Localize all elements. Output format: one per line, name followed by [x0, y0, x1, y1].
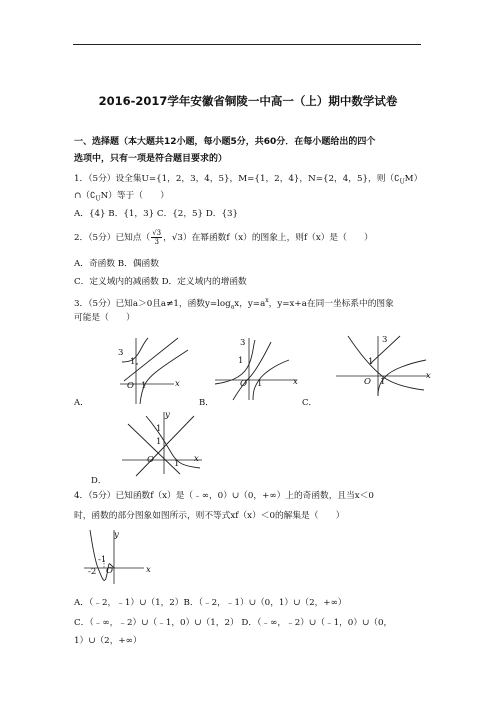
q3-graph-d-y-label: y	[165, 410, 170, 420]
q4-option-ab: A．（﹣2，﹣1）∪（1，2）B．（﹣2，﹣1）∪（0，1）∪（2，+∞）	[74, 598, 347, 608]
q3-graph-a-one-y: 1	[130, 357, 136, 367]
q3-graph-d-one-b: 1	[156, 437, 162, 447]
q3-option-b-label: B．	[199, 398, 214, 408]
q3-line-1: 3．（5分）已知a＞0且a≠1，函数$y=\log_ax$，$y=a^x$，y=x+a在同一坐标系中的图象	[74, 297, 394, 311]
q3-graph-c-origin: O	[364, 377, 371, 387]
q3-graph-b-one-x: 1	[257, 379, 263, 389]
q3-graph-a	[118, 336, 193, 406]
page-title: 2016-2017学年安徽省铜陵一中高一（上）期中数学试卷	[98, 94, 398, 108]
q3-option-a-label: A．	[74, 398, 89, 408]
q4-line-1: 4．（5分）已知函数f（x）是（﹣∞，0）∪（0，+∞）上的奇函数，且当x＜0	[74, 491, 374, 501]
q3-graph-b-one-y: 1	[238, 356, 244, 366]
q3-graph-c-one-x: 1	[380, 377, 386, 387]
q2-fraction: $\frac{√3}{3}$	[152, 229, 162, 246]
q1-line-1: 1．（5分）设全集U={1，2，3，4，5}，M={1，2，4}，N={2，4，5}，则$(∁_UM)$	[74, 174, 423, 186]
q2-options-2: C．定义域内的减函数 D．定义域内的增函数	[74, 277, 247, 287]
q3-graph-d-one-a: 1	[156, 424, 162, 434]
q3-graph-c-y-label: 3	[382, 335, 388, 345]
q2-stem: 2．（5分）已知点（ $\frac{√3}{3}$ ，√3）在幂函数f（x）的图象上，则f（x）是（ ）	[74, 229, 373, 246]
q4-graph-neg2: -2	[88, 567, 97, 577]
q3-graph-a-one-x: 1	[141, 381, 147, 391]
q3-graph-d-x-label: x	[194, 454, 199, 464]
q3-option-c-label: C．	[302, 398, 318, 408]
q1-options: A．{4} B．{1，3} C．{2，5} D．{3}	[74, 209, 239, 219]
q4-line-2: 时，函数的部分图象如图所示，则不等式xf（x）＜0的解集是（ ）	[74, 511, 345, 521]
q3-line-2: 可能是（ ）	[74, 313, 135, 323]
q3-graph-b	[213, 336, 303, 406]
q3-graph-b-x-label: x	[293, 377, 298, 387]
q3-graph-b-y-label: 3	[240, 338, 246, 348]
section-heading-line-1: 一、选择题（本大题共12小题，每小题5分，共60分．在每小题给出的四个	[74, 137, 376, 147]
q3-graph-d-origin: O	[147, 455, 154, 465]
q3-graph-a-origin: O	[127, 381, 134, 391]
q4-graph-y-label: y	[114, 530, 119, 540]
q3-graph-b-origin: O	[240, 379, 247, 389]
section-heading-line-2: 选项中，只有一项是符合题目要求的）	[74, 154, 228, 164]
q4-graph-origin: O	[106, 566, 113, 576]
q2-options-1: A．奇函数 B．偶函数	[74, 259, 159, 269]
q3-graph-d-one-x: 1	[174, 459, 180, 469]
q1-line-2: $\cap(∁_UN)$等于（ ）	[74, 191, 169, 203]
header-rule	[73, 44, 421, 45]
q4-option-cd: C．（﹣∞，﹣2）∪（﹣1，0）∪（1，2） D．（﹣∞，﹣2）∪（﹣1，0）∪（0，	[74, 618, 393, 628]
q3-graph-c-one-y: 1	[368, 357, 374, 367]
q4-option-d-tail: 1）∪（2，+∞）	[74, 636, 142, 646]
q3-graph-c-x-label: x	[426, 371, 431, 381]
q3-graph-a-x-label: x	[175, 379, 180, 389]
q3-option-d-label: D．	[91, 476, 107, 486]
q4-graph-neg1: -1	[98, 555, 107, 565]
q3-graph-a-y-label: 3	[118, 348, 124, 358]
q4-graph-x-label: x	[146, 565, 151, 575]
